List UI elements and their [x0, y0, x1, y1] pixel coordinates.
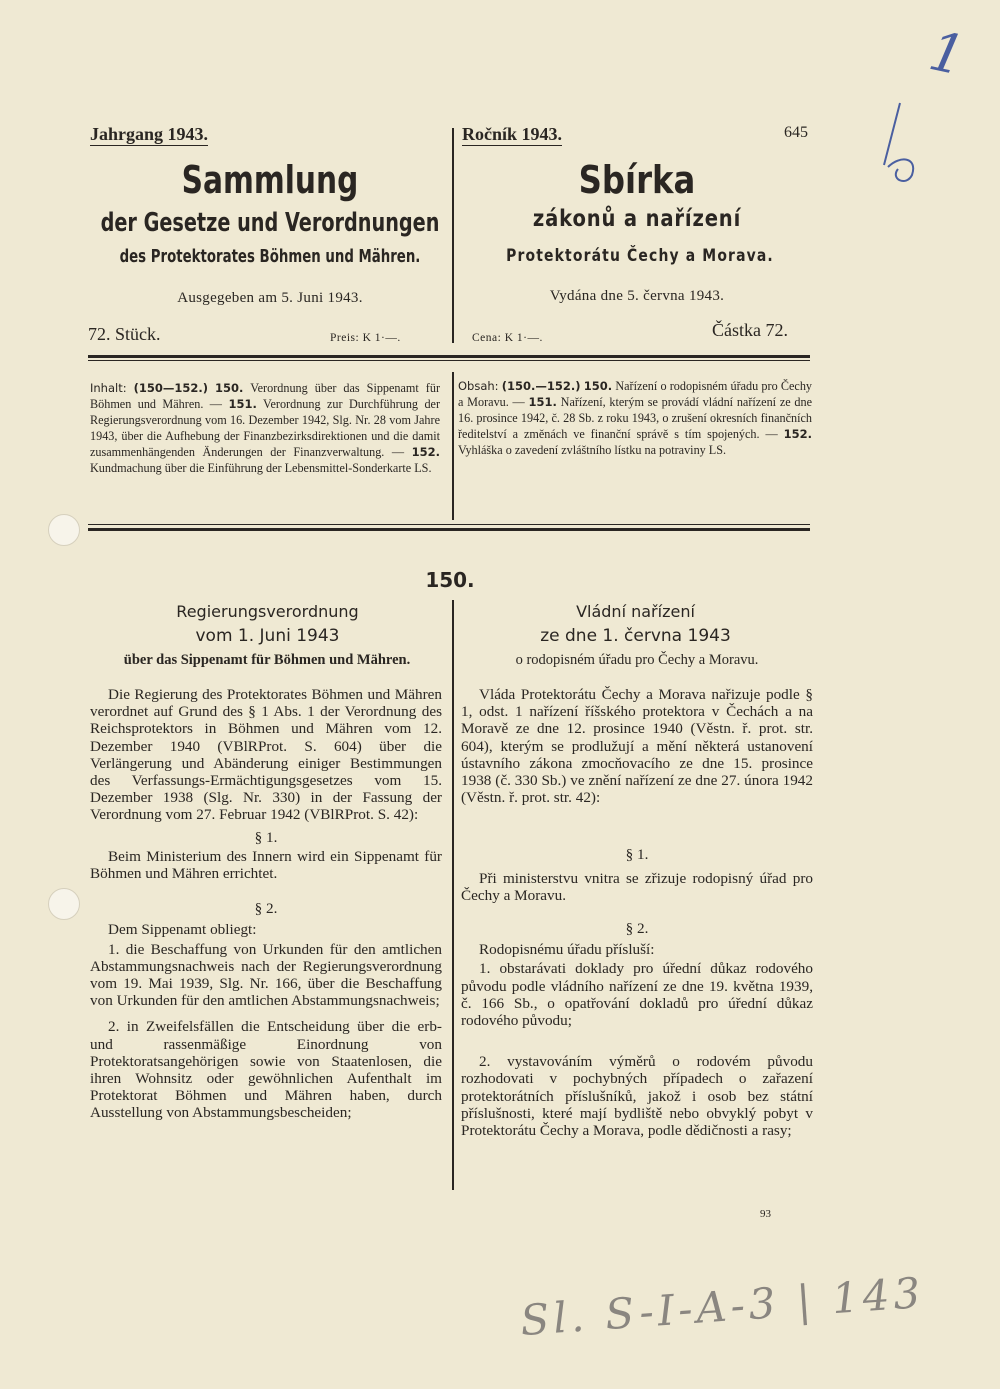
article-title-de: Regierungsverordnung	[176, 602, 359, 621]
contents-item-no: 151.	[228, 397, 257, 411]
contents-range-cz: (150.—152.)	[501, 379, 581, 393]
contents-column-divider	[452, 372, 454, 520]
header-title-cz: Sbírka	[578, 158, 696, 202]
article-column-divider	[452, 600, 454, 1190]
article-title-cz: Vládní nařízení	[576, 602, 695, 621]
header-year-de: Jahrgang 1943.	[90, 124, 209, 144]
header-subtitle2-cz: Protektorátu Čechy a Morava.	[506, 246, 774, 266]
header-issued-de: Ausgegeben am 5. Juni 1943.	[177, 290, 363, 306]
header-subtitle-cz: zákonů a nařízení	[532, 206, 742, 232]
contents-de	[90, 380, 440, 476]
header-column-divider	[452, 128, 454, 343]
contents-rule-thin	[88, 524, 810, 525]
contents-label-cz: Obsah:	[458, 379, 499, 393]
punch-hole-top	[48, 514, 80, 546]
contents-item-no: 152.	[783, 427, 813, 441]
contents-item-text: Verordnung über das Sippenamt für Böhmen und Mähren. —	[90, 381, 441, 411]
contents-item-text: Vyhláška o zavedení zvláštního lístku na potraviny LS.	[458, 443, 727, 457]
section-2-item2-de: 2. in Zweifelsfällen die Entscheidung über die erb- und rassenmäßige Einordnung von Protektoratsangehörigen sowie von Staatenlosen, die ihren Wohnsitz oder gewöhnlichen Aufenthalt im Protektorat Böhmen und Mähren haben, durch Ausstellung von Abstammungsbescheiden;	[90, 1018, 442, 1122]
header-price-de: Preis: K 1·—.	[330, 332, 401, 344]
header-rule-thin	[88, 360, 810, 361]
article-body-de	[90, 686, 442, 1131]
section-1-text-cz: Při ministerstvu vnitra se zřizuje rodopisný úřad pro Čechy a Moravu.	[461, 869, 813, 904]
article-number: 150.	[425, 568, 475, 592]
header-year-cz: Ročník 1943.	[462, 124, 563, 144]
section-1-text-de: Beim Ministerium des Innern wird ein Sippenamt für Böhmen und Mähren errichtet.	[90, 847, 442, 883]
handwritten-mark-top: 1	[923, 19, 971, 88]
contents-rule-thick	[88, 528, 810, 531]
contents-item-text: Kundmachung über die Einführung der Lebensmittel-Sonderkarte LS.	[90, 461, 432, 475]
handwritten-pencil-signature: Sl. S-I-A-3 | 143	[518, 1267, 926, 1346]
section-2-item2-cz: 2. vystavováním výměrů o rodovém původu rozhodovati v pochybných případech o zařazení protektorátních příslušníků, jakož i osob bez státní příslušnosti, které mají bydliště nebo obvyklý pobyt v Protektorátu Čechy a Morava, podle dědičnosti a rasy;	[461, 1053, 813, 1140]
contents-item-text: Verordnung zur Durchführung der Regierungsverordnung vom 16. Dezember 1942, Slg. Nr. 28 vom Jahre 1943, über die Aufhebung der Finanzbezirksdirektionen und die damit zusammenhängenden Änderungen der Finanzverwaltung. —	[90, 397, 441, 459]
header-page-number: 645	[784, 124, 808, 141]
article-date-de: vom 1. Juni 1943	[195, 626, 340, 646]
section-1-heading-de: § 1.	[254, 828, 278, 846]
header-price-cz: Cena: K 1·—.	[472, 332, 543, 344]
contents-cz	[458, 378, 812, 458]
preamble-cz: Vláda Protektorátu Čechy a Morava nařizuje podle § 1, odst. 1 nařízení říšského protektora v Čechách a na Moravě ze dne 12. prosince 1940 (Věstn. ř. prot. str. 604), kterým se prodlužují a mění některá ustanovení ústavního zákona zmocňovacího ze dne 15. prosince 1938 (č. 330 Sb.) ve znění nařízení ze dne 27. února 1942 (Věstn. ř. prot. str. 42):	[461, 686, 813, 807]
section-2-heading-cz: § 2.	[625, 920, 649, 938]
contents-item-text: Nařízení o rodopisném úřadu pro Čechy a Moravu. —	[458, 379, 813, 409]
header-issued-cz: Vydána dne 5. června 1943.	[549, 288, 725, 304]
sheet-signature: 93	[760, 1208, 771, 1220]
article-subject-de: über das Sippenamt für Böhmen und Mähren.	[123, 652, 411, 668]
header-subtitle2-de: des Protektorates Böhmen und Mähren.	[119, 246, 421, 267]
section-2-intro-cz: Rodopisnému úřadu přísluší:	[479, 941, 655, 959]
article-date-cz: ze dne 1. června 1943	[540, 626, 731, 646]
contents-label-de: Inhalt:	[90, 381, 127, 395]
punch-hole-bottom	[48, 888, 80, 920]
section-2-heading-de: § 2.	[254, 900, 278, 918]
preamble-de: Die Regierung des Protektorates Böhmen und Mähren verordnet auf Grund des § 1 Abs. 1 der Verordnung des Reichsprotektors in Böhmen und Mähren vom 12. Dezember 1940 (VBlRProt. S. 604) über die Verlängerung und Abänderung einiger Bestimmungen des Verfassungs-Ermächtigungsgesetzes vom 15. Dezember 1938 (Slg. Nr. 330) in der Fassung der Verordnung vom 27. Februar 1942 (VBlRProt. S. 42):	[90, 686, 442, 824]
contents-item-no: 150.	[215, 381, 244, 395]
contents-item-text: Nařízení, kterým se provádí vládní nařízení ze dne 16. prosince 1942, č. 28 Sb. z roku 1943, o zrušení okresních finančních ředitelství a změnách ve finanční správě s tím spojených. —	[458, 395, 813, 441]
article-body-cz	[461, 686, 813, 1148]
article-subject-cz: o rodopisném úřadu pro Čechy a Moravu.	[515, 652, 759, 668]
section-2-item1-cz: 1. obstarávati doklady pro úřední důkaz rodového původu podle vládního nařízení ze dne 19. května 1939, č. 166 Sb., o opatřování dokladů pro úřední důkaz rodového původu;	[461, 960, 813, 1030]
header-issue-no-de: 72. Stück.	[88, 324, 161, 344]
handwritten-pencil-stroke	[870, 95, 930, 195]
contents-item-no: 152.	[411, 445, 441, 459]
header-subtitle-de: der Gesetze und Verordnungen	[100, 208, 440, 238]
contents-item-no: 151.	[528, 395, 557, 409]
section-2-item1-de: 1. die Beschaffung von Urkunden für den amtlichen Abstammungsnachweis nach der Regierungsverordnung vom 19. Mai 1939, Slg. Nr. 166, über die Beschaffung von Urkunden für den amtlichen Abstammungsnachweis;	[90, 940, 442, 1010]
contents-range-de: (150—152.)	[133, 381, 209, 395]
section-1-heading-cz: § 1.	[625, 846, 649, 864]
header-rule-thick	[88, 355, 810, 358]
section-2-intro-de: Dem Sippenamt obliegt:	[108, 921, 257, 939]
contents-item-no: 150.	[583, 379, 613, 393]
header-title-de: Sammlung	[181, 158, 359, 202]
header-issue-no-cz: Částka 72.	[712, 320, 788, 340]
